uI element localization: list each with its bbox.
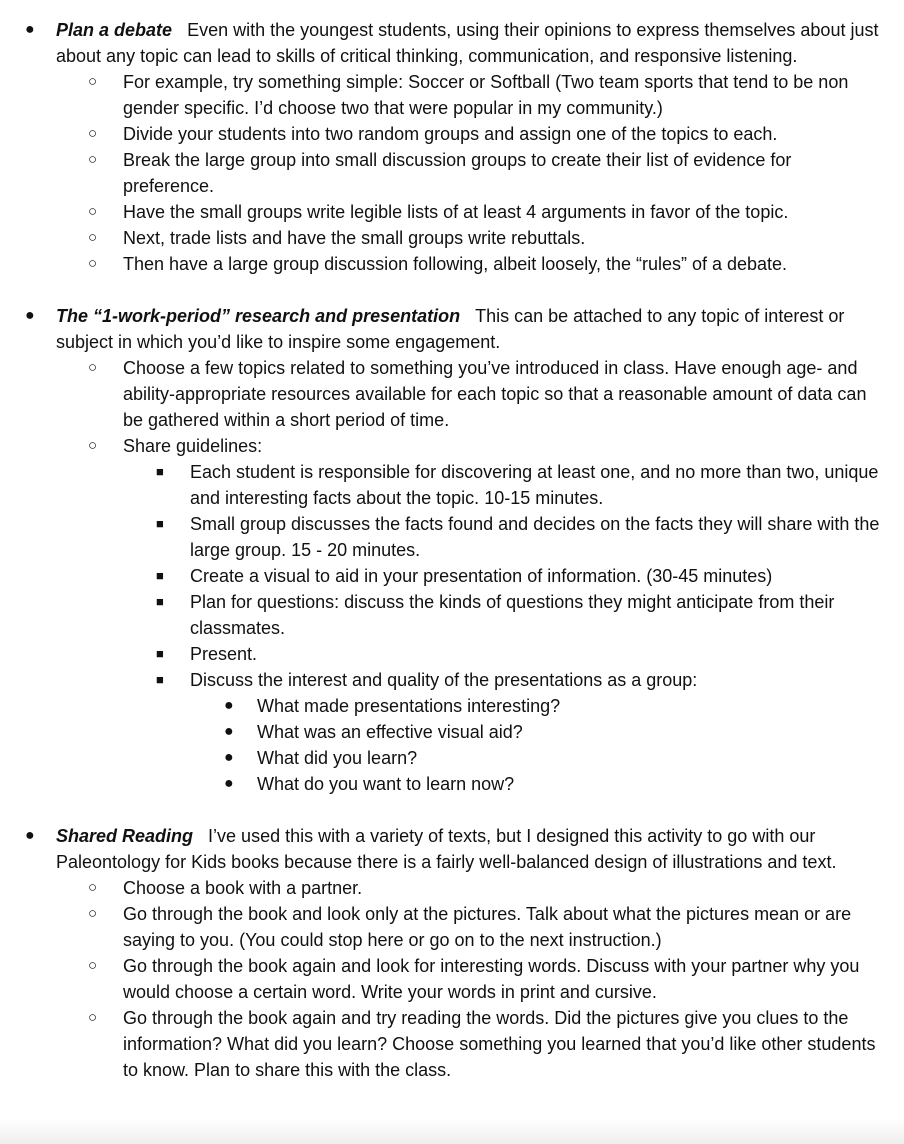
guideline-text: Create a visual to aid in your presentation of information. (30-45 minutes) (190, 566, 773, 586)
list-item-text: Go through the book and look only at the pictures. Talk about what the pictures mean or are saying to you. (You could stop here or go on to the next instruction.) (123, 904, 852, 950)
section-spacer (0, 797, 904, 823)
square-bullet-icon: ■ (156, 464, 164, 479)
list-item (0, 875, 904, 901)
hollow-circle-bullet-icon: ○ (88, 957, 98, 974)
section-intro: This can be attached to any topic of interest or subject in which you’d like to inspire some engagement. (56, 306, 845, 352)
list-item (0, 1005, 904, 1083)
section-shared-reading (0, 823, 904, 875)
bullet-icon: ● (224, 775, 234, 792)
question-item (0, 693, 904, 719)
list-item (0, 433, 904, 459)
section-heading: Plan a debate (56, 20, 173, 40)
square-bullet-icon: ■ (156, 516, 164, 531)
list-item (0, 69, 904, 121)
hollow-circle-bullet-icon: ○ (88, 1009, 98, 1026)
guideline-text: Discuss the interest and quality of the presentations as a group: (190, 670, 698, 690)
list-item (0, 199, 904, 225)
square-bullet-icon: ■ (156, 568, 164, 583)
bottom-shadow (0, 1118, 904, 1144)
hollow-circle-bullet-icon: ○ (88, 905, 98, 922)
square-bullet-icon: ■ (156, 594, 164, 609)
list-item (0, 225, 904, 251)
question-item (0, 719, 904, 745)
section-research-presentation (0, 303, 904, 355)
hollow-circle-bullet-icon: ○ (88, 359, 98, 376)
guideline-text: Present. (190, 644, 258, 664)
hollow-circle-bullet-icon: ○ (88, 73, 98, 90)
list-item-text: Share guidelines: (123, 436, 263, 456)
list-item (0, 901, 904, 953)
list-item-text: Then have a large group discussion following, albeit loosely, the “rules” of a debate. (123, 254, 788, 274)
question-text: What did you learn? (257, 748, 418, 768)
hollow-circle-bullet-icon: ○ (88, 151, 98, 168)
question-text: What was an effective visual aid? (257, 722, 523, 742)
bullet-icon: ● (224, 749, 234, 766)
bullet-icon: ● (224, 697, 234, 714)
list-item-text: Choose a few topics related to something you’ve introduced in class. Have enough age- and ability-appropriate resources available for each topic so that a reasonable amount of data can be gathered within a short period of time. (123, 358, 867, 430)
guideline-item (0, 511, 904, 563)
guideline-item (0, 563, 904, 589)
list-item (0, 147, 904, 199)
list-item-text: For example, try something simple: Soccer or Softball (Two team sports that tend to be non gender specific. I’d choose two that were popular in my community.) (123, 72, 849, 118)
bullet-icon: ● (25, 307, 35, 324)
list-item-text: Break the large group into small discussion groups to create their list of evidence for preference. (123, 150, 792, 196)
question-item (0, 771, 904, 797)
list-item-text: Choose a book with a partner. (123, 878, 363, 898)
list-item (0, 953, 904, 1005)
list-item (0, 355, 904, 433)
hollow-circle-bullet-icon: ○ (88, 437, 98, 454)
guideline-text: Each student is responsible for discovering at least one, and no more than two, unique and interesting facts about the topic. 10-15 minutes. (190, 462, 879, 508)
bullet-icon: ● (25, 21, 35, 38)
list-item (0, 121, 904, 147)
question-text: What do you want to learn now? (257, 774, 515, 794)
section-spacer (0, 277, 904, 303)
question-item (0, 745, 904, 771)
guideline-item (0, 667, 904, 693)
guideline-text: Plan for questions: discuss the kinds of questions they might anticipate from their classmates. (190, 592, 835, 638)
bullet-icon: ● (224, 723, 234, 740)
hollow-circle-bullet-icon: ○ (88, 255, 98, 272)
section-heading: The “1-work-period” research and presentation (56, 306, 461, 326)
guideline-text: Small group discusses the facts found and decides on the facts they will share with the large group. 15 - 20 minutes. (190, 514, 880, 560)
bullet-icon: ● (25, 827, 35, 844)
hollow-circle-bullet-icon: ○ (88, 229, 98, 246)
list-item (0, 251, 904, 277)
hollow-circle-bullet-icon: ○ (88, 203, 98, 220)
list-item-text: Next, trade lists and have the small groups write rebuttals. (123, 228, 586, 248)
guideline-item (0, 459, 904, 511)
list-item-text: Go through the book again and look for interesting words. Discuss with your partner why you would choose a certain word. Write your words in print and cursive. (123, 956, 860, 1002)
question-text: What made presentations interesting? (257, 696, 561, 716)
list-item-text: Divide your students into two random groups and assign one of the topics to each. (123, 124, 778, 144)
guideline-item (0, 589, 904, 641)
square-bullet-icon: ■ (156, 646, 164, 661)
section-intro: Even with the youngest students, using their opinions to express themselves about just about any topic can lead to skills of critical thinking, communication, and responsive listening. (56, 20, 879, 66)
list-item-text: Have the small groups write legible lists of at least 4 arguments in favor of the topic. (123, 202, 789, 222)
section-intro: I’ve used this with a variety of texts, but I designed this activity to go with our Paleontology for Kids books because there is a fairly well-balanced design of illustrations and text. (56, 826, 837, 872)
square-bullet-icon: ■ (156, 672, 164, 687)
section-plan-debate (0, 17, 904, 69)
guideline-item (0, 641, 904, 667)
hollow-circle-bullet-icon: ○ (88, 125, 98, 142)
hollow-circle-bullet-icon: ○ (88, 879, 98, 896)
list-item-text: Go through the book again and try reading the words. Did the pictures give you clues to the information? What did you learn? Choose something you learned that you’d like other students to know. Plan to share this with the class. (123, 1008, 876, 1080)
section-heading: Shared Reading (56, 826, 194, 846)
